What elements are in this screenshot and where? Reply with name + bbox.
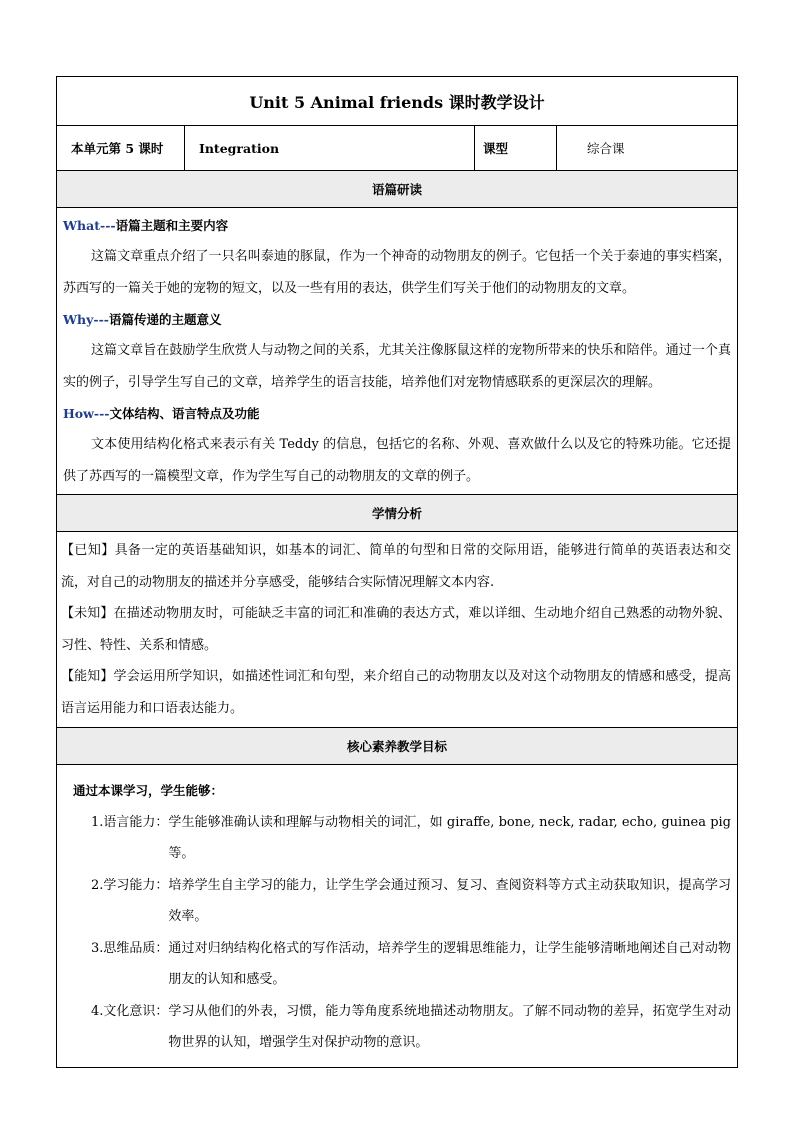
goal-text: 培养学生自主学习的能力，让学生学会通过预习、复习、查阅资料等方式主动获取知识，提高学习效率。 (168, 877, 731, 924)
document-title: Unit 5 Animal friends 课时教学设计 (57, 77, 738, 126)
why-heading (63, 304, 731, 335)
lesson-number-label: 本单元第 5 课时 (57, 126, 185, 171)
goal-item-learning (71, 870, 731, 933)
how-heading (63, 398, 731, 429)
how-paragraph: 文本使用结构化格式来表示有关 Teddy 的信息，包括它的名称、外观、喜欢做什么以及它的特殊功能。它还提供了苏西写的一篇模型文章，作为学生写自己的动物朋友的文章的例子。 (63, 437, 731, 484)
section-header-text-study: 语篇研读 (57, 171, 738, 208)
why-title: 语篇传递的主题意义 (108, 312, 222, 327)
section-header-goals: 核心素养教学目标 (57, 728, 738, 765)
text-study-content (57, 208, 738, 495)
lesson-plan-table (56, 76, 738, 1068)
goal-label: 1.语言能力： (91, 814, 169, 830)
goal-item-language (71, 807, 731, 870)
lesson-info-row (57, 126, 738, 171)
goal-label: 3.思维品质： (91, 940, 169, 956)
goal-text: 学生能够准确认读和理解与动物相关的词汇，如 giraffe, bone, neck, radar, echo, guinea pig 等。 (168, 814, 731, 861)
goal-label: 4.文化意识： (91, 1003, 169, 1019)
why-label: Why--- (63, 312, 109, 327)
lesson-type-value: 综合课 (557, 126, 738, 171)
lesson-plan-document (56, 76, 737, 1068)
lesson-number-value: Integration (185, 126, 475, 171)
goals-intro: 通过本课学习，学生能够： (73, 783, 224, 798)
how-title: 文体结构、语言特点及功能 (109, 406, 260, 421)
goals-content (57, 765, 738, 1068)
how-label: How--- (63, 406, 110, 421)
analysis-unknown: 【未知】在描述动物朋友时，可能缺乏丰富的词汇和准确的表达方式，难以详细、生动地介绍自己熟悉的动物外貌、习性、特性、关系和情感。 (61, 606, 731, 653)
analysis-able: 【能知】学会运用所学知识，如描述性词汇和句型，来介绍自己的动物朋友以及对这个动物朋友的情感和感受，提高语言运用能力和口语表达能力。 (61, 669, 731, 716)
goal-text: 学习从他们的外表，习惯，能力等角度系统地描述动物朋友。了解不同动物的差异，拓宽学生对动物世界的认知，增强学生对保护动物的意识。 (168, 1003, 731, 1050)
goal-text: 通过对归纳结构化格式的写作活动，培养学生的逻辑思维能力，让学生能够清晰地阐述自己对动物朋友的认知和感受。 (168, 940, 731, 987)
goal-item-culture (71, 996, 731, 1059)
lesson-type-label: 课型 (475, 126, 557, 171)
what-heading (63, 210, 731, 241)
section-header-analysis: 学情分析 (57, 495, 738, 532)
why-paragraph: 这篇文章旨在鼓励学生欣赏人与动物之间的关系，尤其关注像豚鼠这样的宠物所带来的快乐和陪伴。通过一个真实的例子，引导学生写自己的文章，培养学生的语言技能，培养他们对宠物情感联系的更深层次的理解。 (63, 343, 731, 390)
what-label: What--- (63, 218, 116, 233)
what-paragraph: 这篇文章重点介绍了一只名叫泰迪的豚鼠，作为一个神奇的动物朋友的例子。它包括一个关于泰迪的事实档案，苏西写的一篇关于她的宠物的短文，以及一些有用的表达，供学生们写关于他们的动物朋友的文章。 (63, 249, 731, 296)
what-title: 语篇主题和主要内容 (115, 218, 229, 233)
analysis-content (57, 532, 738, 728)
goal-item-thinking (71, 933, 731, 996)
analysis-known: 【已知】具备一定的英语基础知识，如基本的词汇、简单的句型和日常的交际用语，能够进行简单的英语表达和交流，对自己的动物朋友的描述并分享感受，能够结合实际情况理解文本内容. (61, 543, 731, 590)
goal-label: 2.学习能力： (91, 877, 169, 893)
